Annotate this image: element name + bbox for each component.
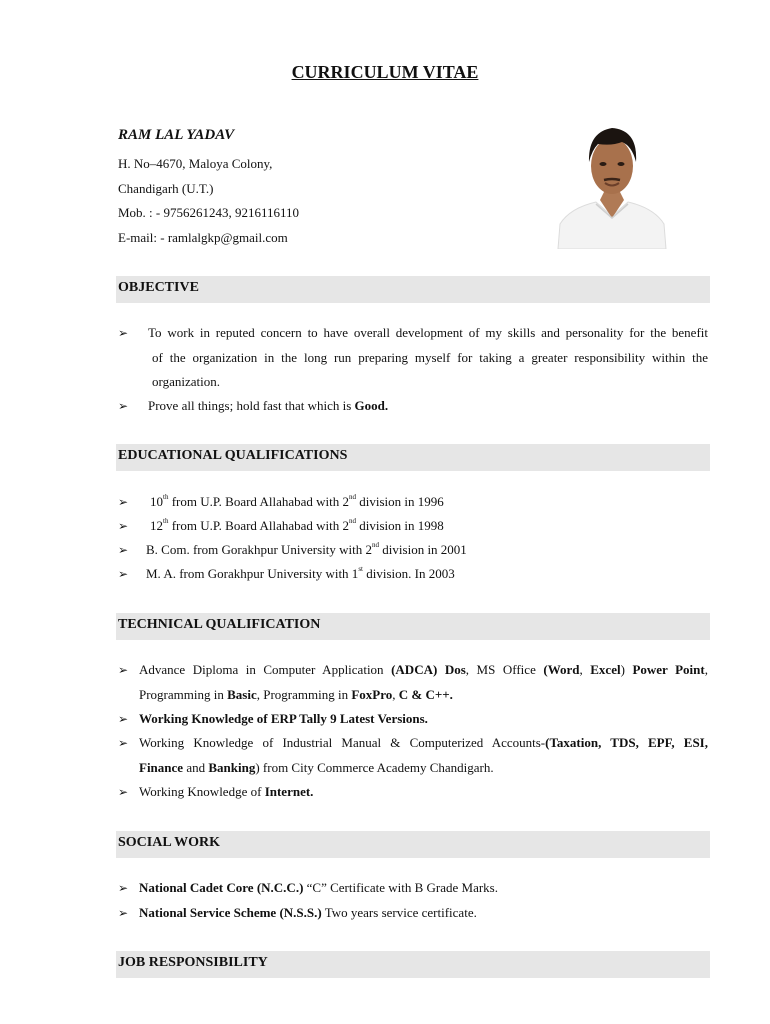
education-item-2: 12th from U.P. Board Allahabad with 2nd division in 1998 <box>150 517 444 533</box>
technical-heading: TECHNICAL QUALIFICATION <box>116 613 710 640</box>
education-heading: EDUCATIONAL QUALIFICATIONS <box>116 444 710 471</box>
technical-item-1-line-1: Advance Diploma in Computer Application (ADCA) Dos, MS Office (Word, Excel) Power Point, <box>139 662 708 677</box>
bullet-icon: ➢ <box>118 736 129 750</box>
address-line-1: H. No–4670, Maloya Colony, <box>118 156 273 171</box>
technical-item-3-line-1: Working Knowledge of Industrial Manual & Computerized Accounts-(Taxation, TDS, EPF, ESI, <box>139 735 708 750</box>
social-work-heading: SOCIAL WORK <box>116 831 710 858</box>
technical-item-3-line-2: Finance and Banking) from City Commerce Academy Chandigarh. <box>139 760 494 775</box>
education-item-4: M. A. from Gorakhpur University with 1st division. In 2003 <box>146 565 455 581</box>
social-item-2: National Service Scheme (N.S.S.) Two years service certificate. <box>139 905 477 920</box>
job-responsibility-heading: JOB RESPONSIBILITY <box>116 951 710 978</box>
technical-item-2: Working Knowledge of ERP Tally 9 Latest Versions. <box>139 711 428 726</box>
mobile-number: Mob. : - 9756261243, 9216116110 <box>118 205 300 220</box>
document-title: CURRICULUM VITAE <box>291 62 479 82</box>
profile-photo <box>556 112 668 249</box>
technical-item-1-line-2: Programming in Basic, Programming in FoxPro, C & C++. <box>139 687 453 702</box>
bullet-icon: ➢ <box>118 785 129 799</box>
email-address: E-mail: - ramlalgkp@gmail.com <box>118 230 288 245</box>
social-item-1: National Cadet Core (N.C.C.) “C” Certificate with B Grade Marks. <box>139 880 498 895</box>
bullet-icon: ➢ <box>118 567 129 581</box>
bullet-icon: ➢ <box>118 326 129 340</box>
technical-item-4: Working Knowledge of Internet. <box>139 784 314 799</box>
objective-item-2: Prove all things; hold fast that which is Good. <box>148 398 389 413</box>
bullet-icon: ➢ <box>118 906 129 920</box>
education-item-1: 10th from U.P. Board Allahabad with 2nd division in 1996 <box>150 493 444 509</box>
bullet-icon: ➢ <box>118 495 129 509</box>
objective-item-1-line-2: of the organization in the long run preparing myself for taking a greater responsibility within the <box>152 350 708 365</box>
bullet-icon: ➢ <box>118 519 129 533</box>
bullet-icon: ➢ <box>118 712 129 726</box>
address-line-2: Chandigarh (U.T.) <box>118 181 214 196</box>
bullet-icon: ➢ <box>118 663 129 677</box>
objective-heading: OBJECTIVE <box>116 276 710 303</box>
education-item-3: B. Com. from Gorakhpur University with 2nd division in 2001 <box>146 541 467 557</box>
candidate-name: RAM LAL YADAV <box>118 127 235 143</box>
bullet-icon: ➢ <box>118 399 129 413</box>
bullet-icon: ➢ <box>118 881 129 895</box>
objective-item-1-line-3: organization. <box>152 374 220 389</box>
bullet-icon: ➢ <box>118 543 129 557</box>
objective-item-1-line-1: To work in reputed concern to have overall development of my skills and personality for the benefit <box>148 325 708 340</box>
